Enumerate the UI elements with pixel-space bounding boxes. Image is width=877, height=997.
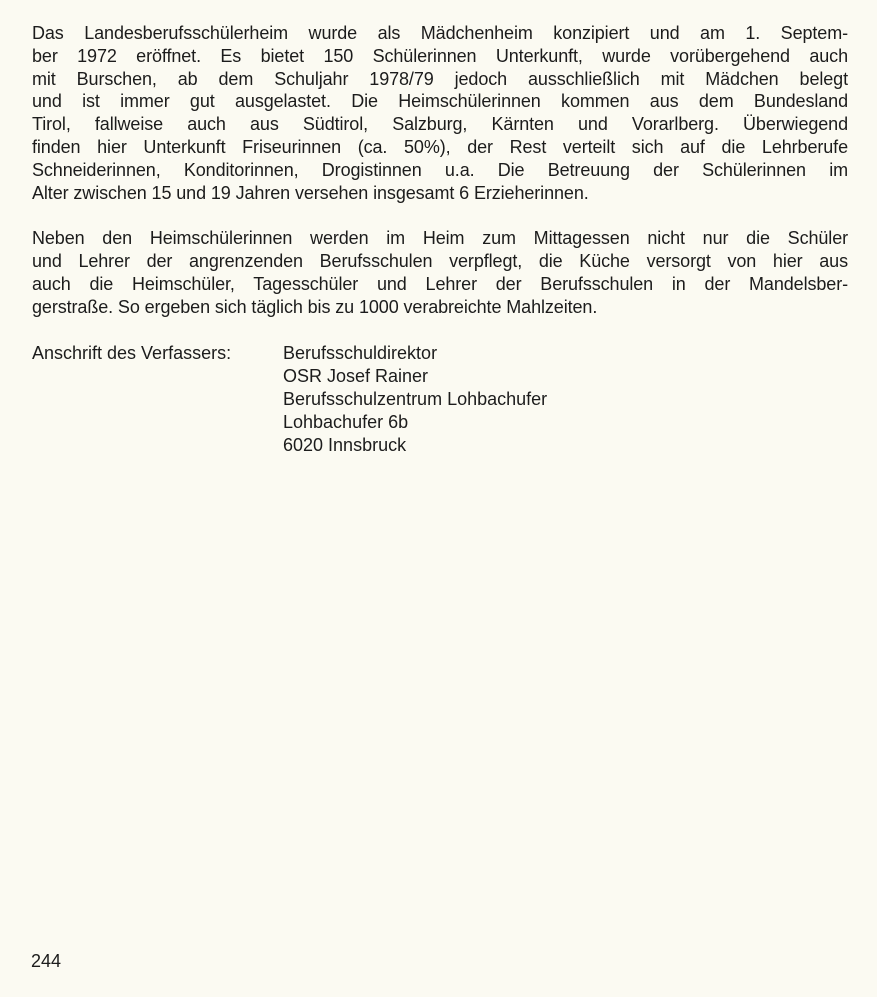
text-line: Schneiderinnen, Konditorinnen, Drogistinnen u.a. Die Betreuung der Schülerinnen im bbox=[32, 159, 848, 180]
text-line: Neben den Heimschülerinnen werden im Heim zum Mittagessen nicht nur die Schüler bbox=[32, 228, 848, 249]
author-address bbox=[32, 342, 848, 457]
text-line: und ist immer gut ausgelastet. Die Heimschülerinnen kommen aus dem Bundesland bbox=[32, 91, 848, 112]
address-label: Anschrift des Verfassers: bbox=[32, 342, 232, 363]
text-line: auch die Heimschüler, Tagesschüler und Lehrer der Berufsschulen in der Mandelsber- bbox=[32, 273, 848, 294]
text-line: gerstraße. So ergeben sich täglich bis zu 1000 verabreichte Mahlzeiten. bbox=[32, 296, 598, 317]
text-line: Tirol, fallweise auch aus Südtirol, Salzburg, Kärnten und Vorarlberg. Überwiegend bbox=[32, 114, 848, 135]
address-lines bbox=[283, 342, 547, 457]
paragraph-mahlzeiten bbox=[32, 227, 848, 318]
text-line: Alter zwischen 15 und 19 Jahren versehen insgesamt 6 Erzieherinnen. bbox=[32, 182, 589, 203]
text-line: ber 1972 eröffnet. Es bietet 150 Schülerinnen Unterkunft, wurde vorübergehend auch bbox=[32, 45, 848, 66]
text-line: finden hier Unterkunft Friseurinnen (ca. 50%), der Rest verteilt sich auf die Lehrberufe bbox=[32, 136, 848, 157]
address-line-street: Lohbachufer 6b bbox=[283, 411, 409, 432]
text-line: und Lehrer der angrenzenden Berufsschulen verpflegt, die Küche versorgt von hier aus bbox=[32, 251, 848, 272]
address-line-city: 6020 Innsbruck bbox=[283, 434, 407, 455]
page-number: 244 bbox=[31, 951, 62, 971]
address-line-name: OSR Josef Rainer bbox=[283, 365, 429, 386]
text-line: Das Landesberufsschülerheim wurde als Mädchenheim konzipiert und am 1. Septem- bbox=[32, 23, 848, 43]
text-line: mit Burschen, ab dem Schuljahr 1978/79 jedoch ausschließlich mit Mädchen belegt bbox=[32, 68, 848, 89]
body-text bbox=[32, 22, 848, 457]
address-line-title: Berufsschuldirektor bbox=[283, 342, 438, 363]
address-line-institution: Berufsschulzentrum Lohbachufer bbox=[283, 388, 548, 409]
paragraph-heim-description bbox=[32, 22, 848, 204]
